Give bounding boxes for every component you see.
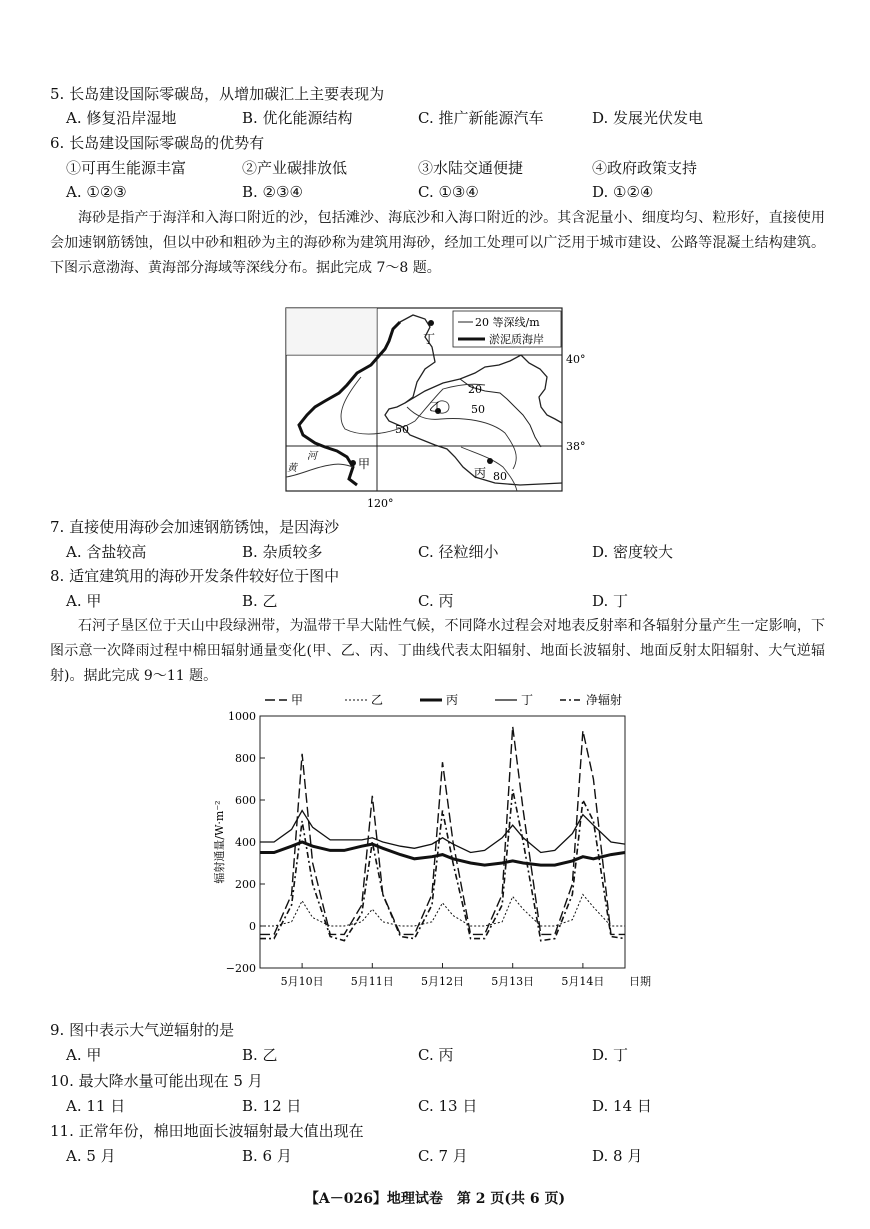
q6-option-c[interactable]: C. ①③④	[418, 183, 479, 201]
q6-item-3: ③水陆交通便捷	[418, 159, 524, 177]
q9-stem: 9. 图中表示大气逆辐射的是	[50, 1021, 235, 1039]
q6-stem: 6. 长岛建设国际零碳岛的优势有	[50, 134, 265, 152]
q5-option-c[interactable]: C. 推广新能源汽车	[418, 109, 544, 127]
q6-item-4: ④政府政策支持	[592, 159, 698, 177]
radiation-flux-chart	[205, 688, 655, 993]
page-footer: 【A－026】地理试卷 第 2 页(共 6 页)	[304, 1191, 566, 1207]
x-tick-label: 5月14日	[561, 975, 605, 988]
lat-38-label: 38°	[566, 440, 586, 453]
legend-label: 净辐射	[586, 693, 623, 707]
x-tick-label: 5月11日	[350, 975, 394, 988]
legend-contour-label: 20 等深线/m	[475, 316, 540, 329]
q10-option-a[interactable]: A. 11 日	[66, 1097, 126, 1115]
q9-option-d[interactable]: D. 丁	[592, 1046, 629, 1064]
q6-item-1: ①可再生能源丰富	[66, 159, 187, 177]
q10-stem: 10. 最大降水量可能出现在 5 月	[50, 1072, 263, 1090]
contour-label-50a: 50	[471, 403, 485, 416]
lat-40-label: 40°	[566, 353, 586, 366]
q7-option-b[interactable]: B. 杂质较多	[242, 543, 323, 561]
x-tick-label: 5月12日	[421, 975, 464, 988]
q7-option-a[interactable]: A. 含盐较高	[66, 543, 147, 561]
q6-item-2: ②产业碳排放低	[242, 159, 348, 177]
river-label-huang: 黄	[287, 463, 297, 474]
q7-option-c[interactable]: C. 径粒细小	[418, 543, 499, 561]
q8-option-c[interactable]: C. 丙	[418, 592, 454, 610]
x-axis-label: 日期	[629, 975, 651, 988]
plot-area	[260, 716, 625, 968]
label-yi: 乙	[429, 400, 442, 414]
label-jia: 甲	[358, 457, 371, 471]
q11-stem: 11. 正常年份，棉田地面长波辐射最大值出现在	[50, 1122, 364, 1140]
y-tick-label: −200	[225, 962, 256, 975]
q11-option-d[interactable]: D. 8 月	[592, 1147, 643, 1165]
q8-option-d[interactable]: D. 丁	[592, 592, 629, 610]
contour-label-50b: 50	[395, 423, 409, 436]
bohai-map	[285, 307, 595, 512]
passage-sea-sand: 海砂是指产于海洋和入海口附近的沙，包括滩沙、海底沙和入海口附近的沙。其含泥量小、细度均匀、粒形好，直接使用会加速钢筋锈蚀，但以中砂和粗砂为主的海砂称为建筑用海砂，经加工处理可以广泛用于城市建设、公路等混凝土结构建筑。下图示意渤海、黄海部分海域等深线分布。据此完成 7～8 题。	[50, 210, 825, 276]
q11-option-c[interactable]: C. 7 月	[418, 1147, 468, 1165]
x-tick-label: 5月10日	[280, 975, 324, 988]
q9-option-b[interactable]: B. 乙	[242, 1046, 278, 1064]
lon-120-label: 120°	[367, 497, 394, 510]
q11-option-a[interactable]: A. 5 月	[66, 1147, 116, 1165]
y-axis-label: 辐射通量/W·m⁻²	[213, 800, 226, 884]
y-tick-label: 400	[235, 836, 256, 849]
q8-option-a[interactable]: A. 甲	[66, 592, 102, 610]
q10-option-b[interactable]: B. 12 日	[242, 1097, 302, 1115]
q9-option-c[interactable]: C. 丙	[418, 1046, 454, 1064]
q6-option-b[interactable]: B. ②③④	[242, 183, 303, 201]
passage-radiation: 石河子垦区位于天山中段绿洲带，为温带干旱大陆性气候，不同降水过程会对地表反射率和各辐射分量产生一定影响，下图示意一次降雨过程中棉田辐射通量变化(甲、乙、丙、丁曲线代表太阳辐射、地面长波辐射、地面反射太阳辐射、大气逆辐射)。据此完成 9～11 题。	[50, 618, 825, 684]
x-tick-label: 5月13日	[491, 975, 535, 988]
q5-stem: 5. 长岛建设国际零碳岛，从增加碳汇上主要表现为	[50, 85, 385, 103]
q5-option-d[interactable]: D. 发展光伏发电	[592, 109, 704, 127]
q11-option-b[interactable]: B. 6 月	[242, 1147, 292, 1165]
contour-label-20: 20	[468, 383, 482, 396]
q6-option-a[interactable]: A. ①②③	[66, 183, 127, 201]
contour-label-80: 80	[493, 470, 507, 483]
legend-label: 丁	[521, 693, 534, 707]
q7-stem: 7. 直接使用海砂会加速钢筋锈蚀，是因海沙	[50, 518, 340, 536]
legend-label: 丙	[446, 693, 459, 707]
q10-option-c[interactable]: C. 13 日	[418, 1097, 478, 1115]
q9-option-a[interactable]: A. 甲	[66, 1046, 102, 1064]
y-tick-label: 800	[235, 752, 256, 765]
y-tick-label: 1000	[228, 710, 256, 723]
q8-option-b[interactable]: B. 乙	[242, 592, 278, 610]
legend-label: 乙	[371, 693, 384, 707]
y-tick-label: 600	[235, 794, 256, 807]
q5-option-a[interactable]: A. 修复沿岸湿地	[66, 109, 177, 127]
q6-option-d[interactable]: D. ①②④	[592, 183, 654, 201]
q10-option-d[interactable]: D. 14 日	[592, 1097, 652, 1115]
label-bing: 丙	[474, 466, 487, 480]
q7-option-d[interactable]: D. 密度较大	[592, 543, 674, 561]
legend-coast-label: 淤泥质海岸	[489, 333, 544, 346]
river-label-he: 河	[307, 451, 317, 462]
y-tick-label: 200	[235, 878, 256, 891]
y-tick-label: 0	[249, 920, 256, 933]
legend-label: 甲	[291, 693, 304, 707]
q8-stem: 8. 适宜建筑用的海砂开发条件较好位于图中	[50, 567, 340, 585]
label-ding: 丁	[423, 332, 436, 346]
q5-option-b[interactable]: B. 优化能源结构	[242, 109, 353, 127]
